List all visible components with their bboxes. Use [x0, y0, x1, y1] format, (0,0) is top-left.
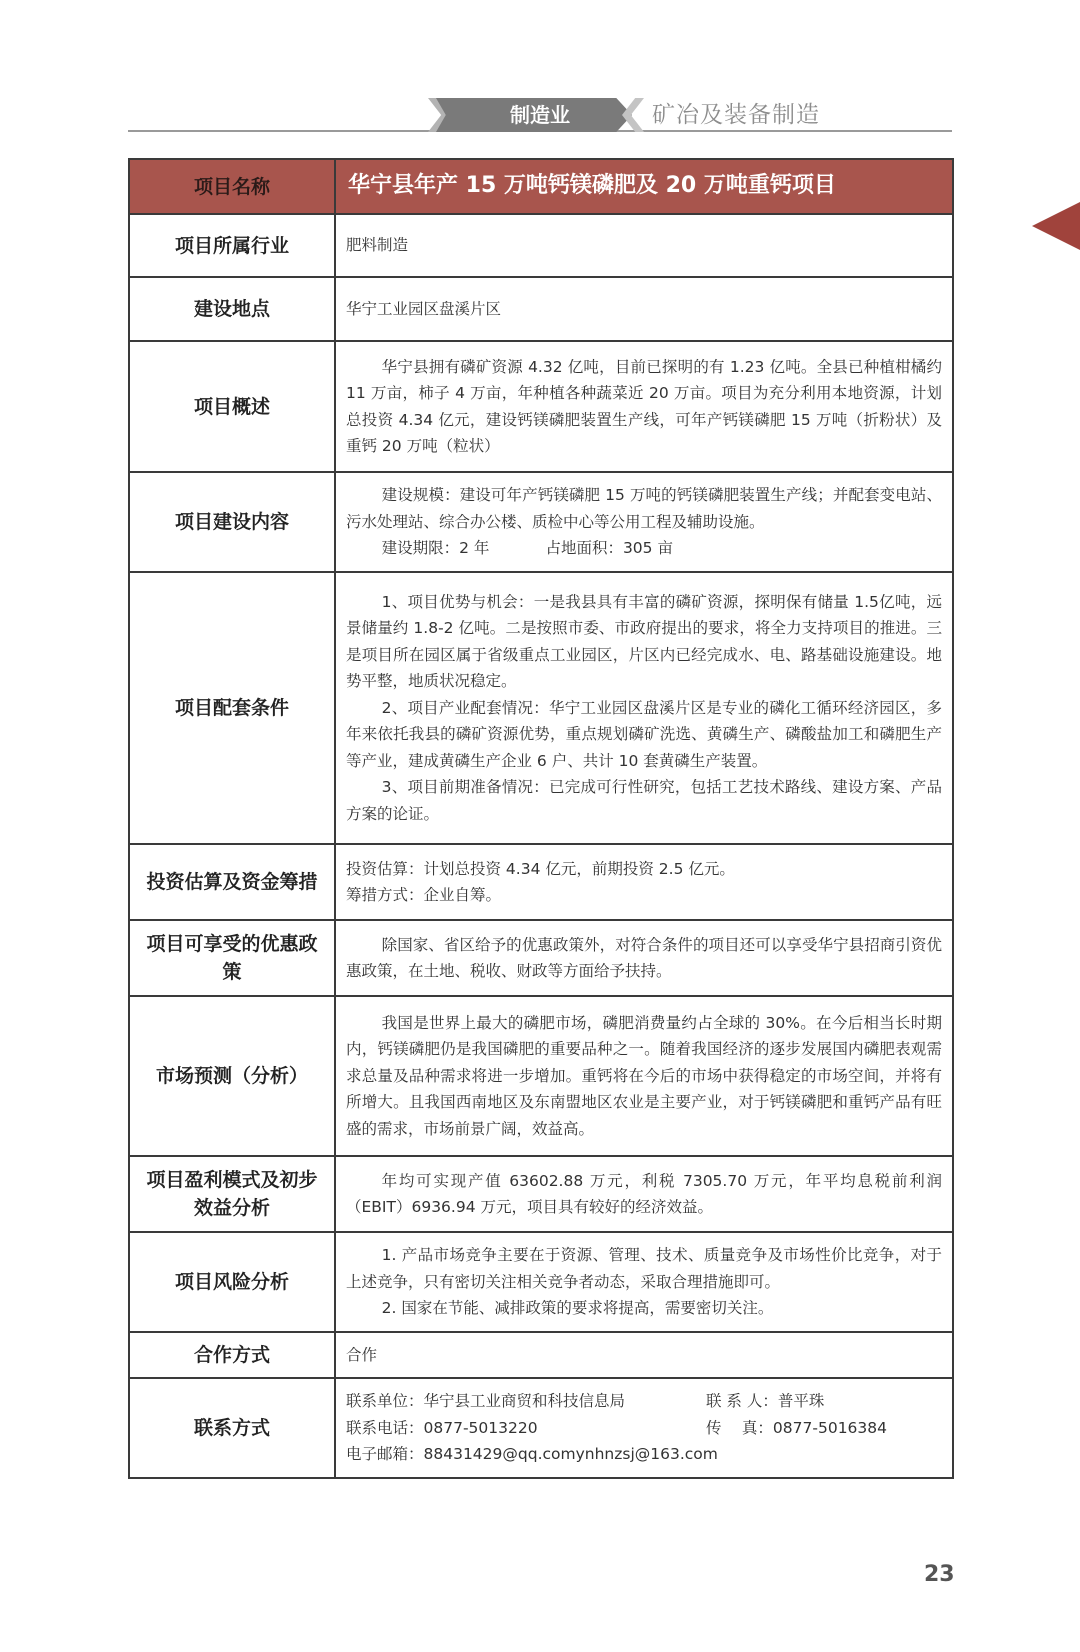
location-value: 华宁工业园区盘溪片区 [335, 277, 953, 341]
construction-scale: 建设规模：建设可年产钙镁磷肥 15 万吨的钙镁磷肥装置生产线；并配套变电站、污水处理站、综合办公楼、质检中心等公用工程及辅助设施。 [346, 486, 942, 531]
contact-value [335, 1378, 953, 1478]
risk-competition: 1. 产品市场竞争主要在于资源、管理、技术、质量竞争及市场性价比竞争，对于上述竞争，只有密切关注相关竞争者动态，采取合理措施即可。 [346, 1246, 942, 1291]
policy-text: 除国家、省区给予的优惠政策外，对符合条件的项目还可以享受华宁县招商引资优惠政策，在土地、税收、财政等方面给予扶持。 [346, 935, 942, 980]
conditions-label: 项目配套条件 [129, 572, 335, 844]
table-row [129, 844, 953, 920]
table-row [129, 1378, 953, 1478]
cooperation-value: 合作 [335, 1332, 953, 1378]
construction-value [335, 472, 953, 572]
table-row [129, 277, 953, 341]
subsection-label: 矿冶及装备制造 [652, 102, 820, 128]
overview-value [335, 341, 953, 472]
investment-funding: 筹措方式：企业自筹。 [346, 886, 502, 904]
contact-unit: 联系单位：华宁县工业商贸和科技信息局 [346, 1392, 626, 1411]
contact-person: 联 系 人：普平珠 [706, 1392, 825, 1411]
overview-label: 项目概述 [129, 341, 335, 472]
market-text: 我国是世界上最大的磷肥市场，磷肥消费量约占全球的 30%。在今后相当长时期内，钙镁磷肥仍是我国磷肥的重要品种之一。随着我国经济的逐步发展国内磷肥表观需求总量及品种需求将进一步增加。重钙将在今后的市场中获得稳定的市场空间，并将有所增大。且我国西南地区及东南盟地区农业是主要产业，对于钙镁磷肥和重钙产品有旺盛的需求，市场前景广阔，效益高。 [346, 1013, 942, 1138]
contact-email[interactable]: 电子邮箱：88431429@qq.comynhnzsj@163.com [346, 1445, 718, 1464]
conditions-advantages: 1、项目优势与机会：一是我县具有丰富的磷矿资源，探明保有储量 1.5亿吨，远景储量约 1.8-2 亿吨。二是按照市委、市政府提出的要求，将全力支持项目的推进。三是项目所在园区属于省级重点工业园区，片区内已经完成水、电、路基础设施建设。地势平整，地质状况稳定。 [346, 592, 942, 691]
table-row [129, 159, 953, 214]
risk-value [335, 1232, 953, 1332]
conditions-value [335, 572, 953, 844]
investment-label: 投资估算及资金筹措 [129, 844, 335, 920]
cooperation-label: 合作方式 [129, 1332, 335, 1378]
table-row [129, 1232, 953, 1332]
table-row [129, 472, 953, 572]
project-info-table [128, 158, 954, 1479]
table-row [129, 1332, 953, 1378]
overview-text: 华宁县拥有磷矿资源 4.32 亿吨，目前已探明的有 1.23 亿吨。全县已种植柑橘约 11 万亩，柿子 4 万亩，年种植各种蔬菜近 20 万亩。项目为充分利用本地资源，计划总投资 4.34 亿元，建设钙镁磷肥装置生产线，可年产钙镁磷肥 15 万吨（折粉状）及重钙 20 万吨（粒状） [346, 357, 942, 455]
risk-policy: 2. 国家在节能、减排政策的要求将提高，需要密切关注。 [381, 1299, 774, 1318]
profit-value [335, 1156, 953, 1232]
industry-value: 肥料制造 [335, 214, 953, 277]
policy-label: 项目可享受的优惠政策 [129, 920, 335, 996]
contact-line-2 [346, 1415, 942, 1442]
page-edge-marker-icon [1032, 202, 1080, 250]
page-number: 23 [924, 1562, 955, 1587]
section-label: 制造业 [510, 103, 570, 127]
construction-period-line [346, 535, 942, 562]
conditions-industry: 2、项目产业配套情况：华宁工业园区盘溪片区是专业的磷化工循环经济园区，多年来依托我县的磷矿资源优势，重点规划磷矿洗选、黄磷生产、磷酸盐加工和磷肥生产等产业，建成黄磷生产企业 6 户、共计 10 套黄磷生产装置。 [346, 698, 942, 770]
construction-period: 建设期限：2 年 [381, 539, 490, 558]
investment-estimate: 投资估算：计划总投资 4.34 亿元，前期投资 2.5 亿元。 [346, 859, 735, 878]
construction-label: 项目建设内容 [129, 472, 335, 572]
market-label: 市场预测（分析） [129, 996, 335, 1156]
table-row [129, 920, 953, 996]
table-row [129, 1156, 953, 1232]
contact-fax: 传 真：0877-5016384 [706, 1418, 887, 1437]
project-name-label: 项目名称 [129, 159, 335, 214]
profit-label: 项目盈利模式及初步效益分析 [129, 1156, 335, 1232]
investment-value [335, 844, 953, 920]
risk-label: 项目风险分析 [129, 1232, 335, 1332]
table-row [129, 214, 953, 277]
conditions-preparation: 3、项目前期准备情况：已完成可行性研究，包括工艺技术路线、建设方案、产品方案的论证。 [346, 778, 942, 823]
table-row [129, 572, 953, 844]
contact-phone: 联系电话：0877-5013220 [346, 1418, 538, 1437]
contact-line-1 [346, 1388, 942, 1415]
profit-text: 年均可实现产值 63602.88 万元，利税 7305.70 万元，年平均息税前利润（EBIT）6936.94 万元，项目具有较好的经济效益。 [346, 1171, 942, 1216]
chevron-left-icon [622, 98, 644, 132]
market-value [335, 996, 953, 1156]
industry-label: 项目所属行业 [129, 214, 335, 277]
construction-area: 占地面积：305 亩 [545, 539, 673, 558]
policy-value [335, 920, 953, 996]
project-name-value: 华宁县年产 15 万吨钙镁磷肥及 20 万吨重钙项目 [335, 159, 953, 214]
table-row [129, 341, 953, 472]
table-row [129, 996, 953, 1156]
location-label: 建设地点 [129, 277, 335, 341]
contact-label: 联系方式 [129, 1378, 335, 1478]
